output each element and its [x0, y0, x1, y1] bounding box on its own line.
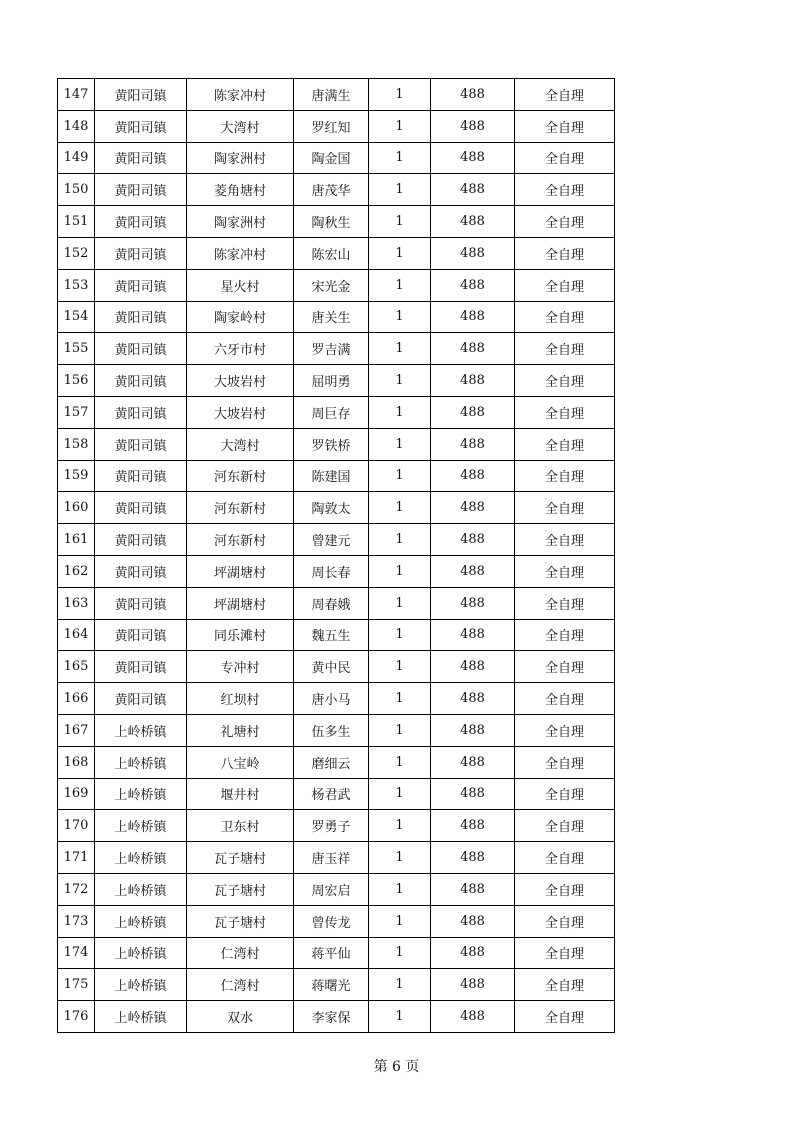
cell-index: 157: [58, 396, 95, 428]
cell-index: 162: [58, 555, 95, 587]
cell-index: 164: [58, 619, 95, 651]
cell-amount: 488: [431, 428, 515, 460]
cell-index: 160: [58, 492, 95, 524]
cell-town: 黄阳司镇: [95, 619, 187, 651]
cell-count: 1: [369, 237, 431, 269]
cell-amount: 488: [431, 1001, 515, 1033]
table-row: [58, 651, 615, 683]
cell-name: 罗勇子: [294, 810, 369, 842]
cell-count: 1: [369, 79, 431, 111]
cell-count: 1: [369, 619, 431, 651]
table-row: [58, 365, 615, 397]
cell-village: 河东新村: [187, 460, 294, 492]
cell-index: 171: [58, 842, 95, 874]
cell-name: 宋光金: [294, 269, 369, 301]
table-row: [58, 524, 615, 556]
table-row: [58, 619, 615, 651]
cell-index: 176: [58, 1001, 95, 1033]
cell-count: 1: [369, 873, 431, 905]
cell-town: 黄阳司镇: [95, 396, 187, 428]
cell-village: 大坡岩村: [187, 396, 294, 428]
cell-count: 1: [369, 810, 431, 842]
cell-name: 周春娥: [294, 587, 369, 619]
cell-index: 148: [58, 110, 95, 142]
cell-count: 1: [369, 683, 431, 715]
cell-amount: 488: [431, 174, 515, 206]
cell-count: 1: [369, 587, 431, 619]
data-table: [57, 78, 615, 1033]
cell-village: 六牙市村: [187, 333, 294, 365]
cell-village: 瓦子塘村: [187, 842, 294, 874]
cell-index: 153: [58, 269, 95, 301]
table-row: [58, 810, 615, 842]
cell-town: 黄阳司镇: [95, 587, 187, 619]
cell-village: 双水: [187, 1001, 294, 1033]
table-row: [58, 746, 615, 778]
cell-care-type: 全自理: [515, 555, 615, 587]
cell-village: 仁湾村: [187, 969, 294, 1001]
cell-count: 1: [369, 746, 431, 778]
cell-village: 坪湖塘村: [187, 555, 294, 587]
table-row: [58, 778, 615, 810]
cell-index: 151: [58, 206, 95, 238]
cell-village: 陈家冲村: [187, 79, 294, 111]
cell-town: 上岭桥镇: [95, 842, 187, 874]
cell-name: 周巨存: [294, 396, 369, 428]
cell-count: 1: [369, 333, 431, 365]
cell-town: 上岭桥镇: [95, 1001, 187, 1033]
cell-count: 1: [369, 206, 431, 238]
cell-name: 蒋曙光: [294, 969, 369, 1001]
cell-town: 黄阳司镇: [95, 269, 187, 301]
table-row: [58, 174, 615, 206]
cell-amount: 488: [431, 237, 515, 269]
cell-name: 陈建国: [294, 460, 369, 492]
cell-town: 黄阳司镇: [95, 365, 187, 397]
cell-town: 上岭桥镇: [95, 714, 187, 746]
cell-town: 黄阳司镇: [95, 555, 187, 587]
cell-care-type: 全自理: [515, 810, 615, 842]
cell-town: 上岭桥镇: [95, 873, 187, 905]
cell-name: 唐满生: [294, 79, 369, 111]
cell-care-type: 全自理: [515, 206, 615, 238]
cell-index: 166: [58, 683, 95, 715]
cell-name: 陶秋生: [294, 206, 369, 238]
cell-town: 黄阳司镇: [95, 524, 187, 556]
cell-name: 伍多生: [294, 714, 369, 746]
cell-care-type: 全自理: [515, 969, 615, 1001]
cell-village: 堰井村: [187, 778, 294, 810]
cell-count: 1: [369, 460, 431, 492]
cell-town: 黄阳司镇: [95, 79, 187, 111]
table-row: [58, 301, 615, 333]
cell-amount: 488: [431, 873, 515, 905]
table-row: [58, 237, 615, 269]
cell-town: 上岭桥镇: [95, 905, 187, 937]
cell-index: 168: [58, 746, 95, 778]
table-row: [58, 842, 615, 874]
table-row: [58, 937, 615, 969]
cell-village: 坪湖塘村: [187, 587, 294, 619]
cell-care-type: 全自理: [515, 492, 615, 524]
table-row: [58, 555, 615, 587]
cell-count: 1: [369, 301, 431, 333]
cell-village: 瓦子塘村: [187, 873, 294, 905]
cell-index: 175: [58, 969, 95, 1001]
cell-index: 149: [58, 142, 95, 174]
cell-village: 大湾村: [187, 428, 294, 460]
cell-amount: 488: [431, 746, 515, 778]
cell-count: 1: [369, 365, 431, 397]
cell-amount: 488: [431, 396, 515, 428]
cell-town: 黄阳司镇: [95, 460, 187, 492]
cell-name: 李家保: [294, 1001, 369, 1033]
cell-village: 红坝村: [187, 683, 294, 715]
cell-care-type: 全自理: [515, 524, 615, 556]
cell-care-type: 全自理: [515, 714, 615, 746]
cell-care-type: 全自理: [515, 587, 615, 619]
cell-name: 唐关生: [294, 301, 369, 333]
cell-index: 150: [58, 174, 95, 206]
cell-care-type: 全自理: [515, 842, 615, 874]
cell-village: 同乐滩村: [187, 619, 294, 651]
cell-village: 仁湾村: [187, 937, 294, 969]
cell-town: 黄阳司镇: [95, 683, 187, 715]
cell-village: 瓦子塘村: [187, 905, 294, 937]
cell-care-type: 全自理: [515, 396, 615, 428]
cell-name: 磨细云: [294, 746, 369, 778]
cell-amount: 488: [431, 142, 515, 174]
cell-amount: 488: [431, 619, 515, 651]
cell-care-type: 全自理: [515, 905, 615, 937]
cell-amount: 488: [431, 524, 515, 556]
cell-index: 169: [58, 778, 95, 810]
cell-name: 杨君武: [294, 778, 369, 810]
cell-index: 167: [58, 714, 95, 746]
table-row: [58, 460, 615, 492]
cell-care-type: 全自理: [515, 460, 615, 492]
cell-count: 1: [369, 428, 431, 460]
page-number: 第 6 页: [373, 1059, 420, 1075]
cell-village: 八宝岭: [187, 746, 294, 778]
table-row: [58, 587, 615, 619]
cell-town: 黄阳司镇: [95, 237, 187, 269]
cell-care-type: 全自理: [515, 79, 615, 111]
cell-amount: 488: [431, 555, 515, 587]
table-row: [58, 428, 615, 460]
cell-village: 菱角塘村: [187, 174, 294, 206]
table-row: [58, 206, 615, 238]
cell-care-type: 全自理: [515, 301, 615, 333]
cell-index: 154: [58, 301, 95, 333]
table-row: [58, 396, 615, 428]
cell-care-type: 全自理: [515, 142, 615, 174]
cell-index: 163: [58, 587, 95, 619]
cell-care-type: 全自理: [515, 269, 615, 301]
cell-count: 1: [369, 396, 431, 428]
cell-index: 173: [58, 905, 95, 937]
cell-village: 陶家岭村: [187, 301, 294, 333]
cell-care-type: 全自理: [515, 237, 615, 269]
cell-amount: 488: [431, 778, 515, 810]
cell-care-type: 全自理: [515, 746, 615, 778]
cell-amount: 488: [431, 683, 515, 715]
cell-care-type: 全自理: [515, 365, 615, 397]
cell-amount: 488: [431, 714, 515, 746]
cell-amount: 488: [431, 333, 515, 365]
cell-count: 1: [369, 555, 431, 587]
cell-count: 1: [369, 651, 431, 683]
cell-town: 黄阳司镇: [95, 651, 187, 683]
cell-name: 陈宏山: [294, 237, 369, 269]
cell-care-type: 全自理: [515, 1001, 615, 1033]
cell-count: 1: [369, 269, 431, 301]
cell-count: 1: [369, 142, 431, 174]
cell-count: 1: [369, 905, 431, 937]
table-row: [58, 683, 615, 715]
cell-name: 曾传龙: [294, 905, 369, 937]
table-row: [58, 110, 615, 142]
table-row: [58, 1001, 615, 1033]
cell-town: 黄阳司镇: [95, 333, 187, 365]
cell-amount: 488: [431, 269, 515, 301]
cell-name: 罗吉满: [294, 333, 369, 365]
cell-name: 蒋平仙: [294, 937, 369, 969]
cell-amount: 488: [431, 206, 515, 238]
cell-amount: 488: [431, 810, 515, 842]
cell-town: 上岭桥镇: [95, 778, 187, 810]
cell-village: 专冲村: [187, 651, 294, 683]
cell-count: 1: [369, 524, 431, 556]
cell-town: 黄阳司镇: [95, 142, 187, 174]
cell-count: 1: [369, 174, 431, 206]
cell-index: 147: [58, 79, 95, 111]
cell-name: 唐小马: [294, 683, 369, 715]
cell-name: 陶金国: [294, 142, 369, 174]
cell-care-type: 全自理: [515, 873, 615, 905]
cell-village: 卫东村: [187, 810, 294, 842]
cell-index: 159: [58, 460, 95, 492]
cell-amount: 488: [431, 79, 515, 111]
cell-name: 罗铁桥: [294, 428, 369, 460]
cell-name: 唐茂华: [294, 174, 369, 206]
cell-count: 1: [369, 110, 431, 142]
cell-name: 罗红知: [294, 110, 369, 142]
cell-name: 曾建元: [294, 524, 369, 556]
table-row: [58, 873, 615, 905]
cell-town: 黄阳司镇: [95, 301, 187, 333]
cell-village: 星火村: [187, 269, 294, 301]
cell-index: 170: [58, 810, 95, 842]
cell-amount: 488: [431, 905, 515, 937]
cell-name: 屈明勇: [294, 365, 369, 397]
cell-town: 上岭桥镇: [95, 969, 187, 1001]
cell-care-type: 全自理: [515, 428, 615, 460]
cell-name: 魏五生: [294, 619, 369, 651]
cell-amount: 488: [431, 301, 515, 333]
cell-name: 陶敦太: [294, 492, 369, 524]
cell-town: 上岭桥镇: [95, 937, 187, 969]
cell-index: 158: [58, 428, 95, 460]
cell-index: 165: [58, 651, 95, 683]
cell-village: 河东新村: [187, 492, 294, 524]
cell-town: 黄阳司镇: [95, 492, 187, 524]
cell-amount: 488: [431, 365, 515, 397]
cell-index: 156: [58, 365, 95, 397]
cell-amount: 488: [431, 651, 515, 683]
cell-index: 161: [58, 524, 95, 556]
table-row: [58, 969, 615, 1001]
cell-name: 周长春: [294, 555, 369, 587]
cell-care-type: 全自理: [515, 683, 615, 715]
cell-name: 黄中民: [294, 651, 369, 683]
cell-village: 陶家洲村: [187, 206, 294, 238]
cell-town: 黄阳司镇: [95, 206, 187, 238]
cell-amount: 488: [431, 842, 515, 874]
cell-care-type: 全自理: [515, 619, 615, 651]
cell-town: 黄阳司镇: [95, 428, 187, 460]
table-body: [58, 79, 615, 1033]
cell-name: 周宏启: [294, 873, 369, 905]
cell-name: 唐玉祥: [294, 842, 369, 874]
table-row: [58, 79, 615, 111]
cell-index: 152: [58, 237, 95, 269]
cell-count: 1: [369, 1001, 431, 1033]
cell-village: 大湾村: [187, 110, 294, 142]
cell-count: 1: [369, 714, 431, 746]
cell-index: 172: [58, 873, 95, 905]
cell-village: 陈家冲村: [187, 237, 294, 269]
cell-town: 黄阳司镇: [95, 110, 187, 142]
cell-care-type: 全自理: [515, 110, 615, 142]
cell-amount: 488: [431, 460, 515, 492]
table-row: [58, 714, 615, 746]
cell-care-type: 全自理: [515, 174, 615, 206]
cell-town: 黄阳司镇: [95, 174, 187, 206]
cell-town: 上岭桥镇: [95, 746, 187, 778]
cell-amount: 488: [431, 110, 515, 142]
cell-count: 1: [369, 492, 431, 524]
cell-care-type: 全自理: [515, 937, 615, 969]
cell-index: 155: [58, 333, 95, 365]
cell-count: 1: [369, 969, 431, 1001]
cell-village: 陶家洲村: [187, 142, 294, 174]
cell-town: 上岭桥镇: [95, 810, 187, 842]
cell-care-type: 全自理: [515, 778, 615, 810]
cell-amount: 488: [431, 937, 515, 969]
cell-count: 1: [369, 937, 431, 969]
cell-care-type: 全自理: [515, 651, 615, 683]
cell-index: 174: [58, 937, 95, 969]
table-row: [58, 492, 615, 524]
cell-amount: 488: [431, 969, 515, 1001]
table-row: [58, 905, 615, 937]
cell-care-type: 全自理: [515, 333, 615, 365]
table-row: [58, 269, 615, 301]
cell-village: 河东新村: [187, 524, 294, 556]
cell-amount: 488: [431, 492, 515, 524]
cell-village: 大坡岩村: [187, 365, 294, 397]
cell-count: 1: [369, 778, 431, 810]
cell-count: 1: [369, 842, 431, 874]
cell-amount: 488: [431, 587, 515, 619]
table-row: [58, 333, 615, 365]
table-row: [58, 142, 615, 174]
cell-village: 礼塘村: [187, 714, 294, 746]
